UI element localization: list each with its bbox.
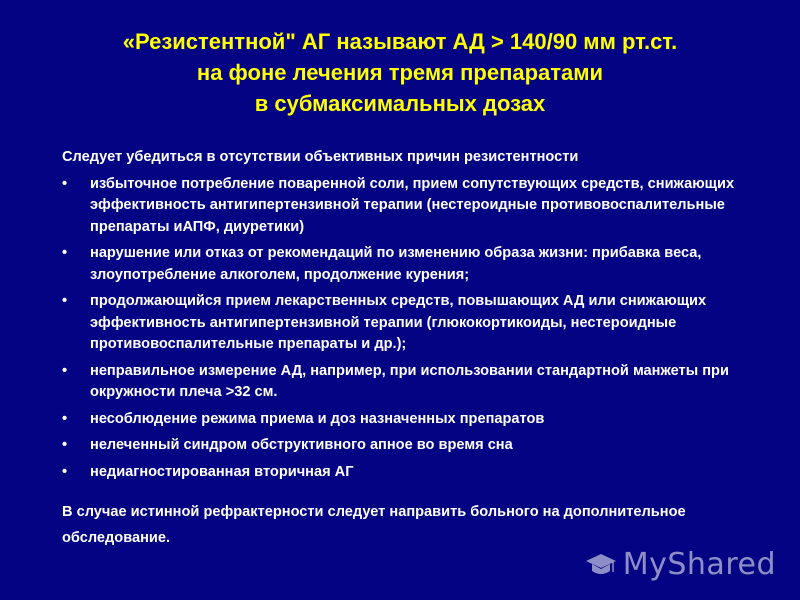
- bullet-icon: •: [62, 293, 68, 309]
- list-item: [62, 291, 762, 356]
- list-item: [62, 435, 762, 457]
- conclusion-text: В случае истинной рефрактерности следует направить больного на дополнительное обследование.: [62, 504, 686, 546]
- list-item: [62, 174, 762, 239]
- title-line-1: «Резистентной" АГ называют АД > 140/90 мм рт.ст.: [122, 29, 678, 54]
- bullet-icon: •: [62, 410, 68, 427]
- title-line-3: в субмаксимальных дозах: [254, 91, 546, 116]
- list-item: [62, 462, 762, 484]
- list-item-text: продолжающийся прием лекарственных средств, повышающих АД или снижающих эффективность антигипертензивной терапии (глюкокортикоиды, нестероидные противовоспалительные препараты и др.);: [90, 293, 707, 352]
- list-item-text: избыточное потребление поваренной соли, прием сопутствующих средств, снижающих эффективность антигипертензивной терапии (нестероидные противовоспалительные препараты иАПФ, диуретики): [90, 175, 735, 235]
- watermark-text: MyShared: [622, 547, 776, 582]
- list-item-text: нелеченный синдром обструктивного апное во время сна: [90, 437, 513, 453]
- list-item: [62, 409, 762, 431]
- list-item-text: недиагностированная вторичная АГ: [90, 463, 354, 480]
- mortarboard-icon: [585, 549, 617, 581]
- list-item-text: неправильное измерение АД, например, при использовании стандартной манжеты при окружности плеча >32 см.: [90, 362, 729, 400]
- list-item: [62, 243, 762, 286]
- bullet-icon: •: [62, 362, 68, 379]
- slide-body: [62, 147, 762, 551]
- bullet-icon: •: [62, 463, 68, 480]
- bullet-list: [62, 174, 762, 484]
- intro-text: Следует убедиться в отсутствии объективных причин резистентности: [62, 149, 579, 165]
- slide-title: [20, 26, 780, 119]
- title-line-2: на фоне лечения тремя препаратами: [196, 60, 604, 85]
- list-item: [62, 361, 762, 404]
- bullet-icon: •: [62, 245, 68, 261]
- bullet-icon: •: [62, 175, 68, 192]
- bullet-icon: •: [62, 437, 68, 453]
- watermark: [585, 547, 776, 582]
- list-item-text: несоблюдение режима приема и доз назначенных препаратов: [90, 410, 545, 427]
- list-item-text: нарушение или отказ от рекомендаций по изменению образа жизни: прибавка веса, злоупотребление алкоголем, продолжение курения;: [90, 245, 702, 283]
